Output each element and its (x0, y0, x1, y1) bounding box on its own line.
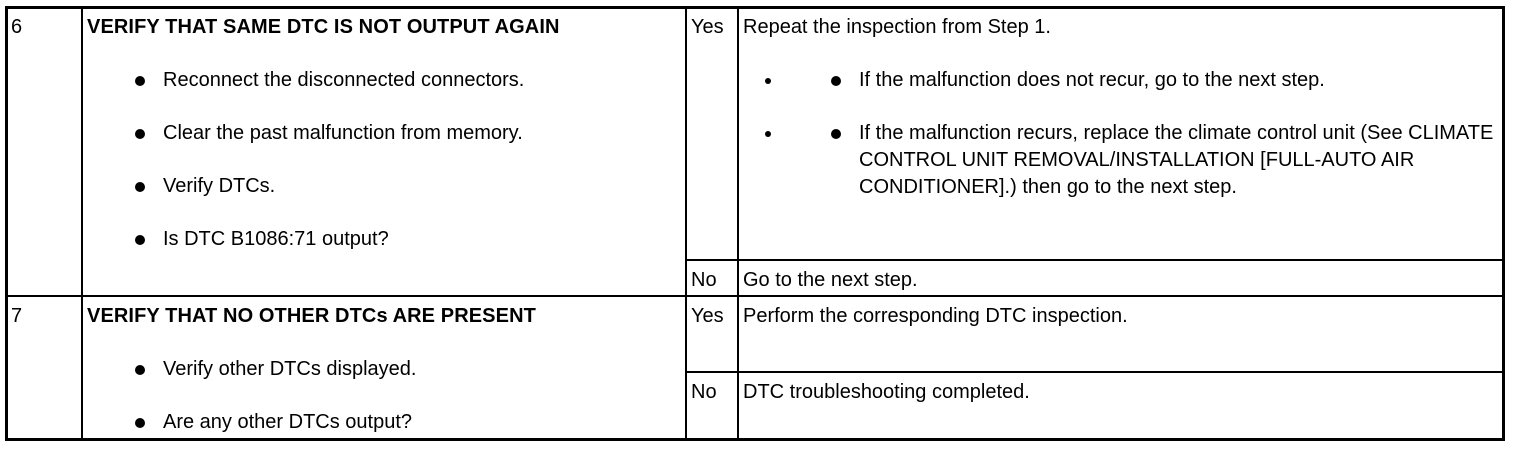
list-item: Verify DTCs. (87, 173, 681, 200)
step-number: 6 (6, 7, 82, 296)
action-text: Repeat the inspection from Step 1. (743, 16, 1051, 38)
answer-action: Go to the next step. (738, 260, 1504, 296)
answer-label: No (686, 372, 738, 440)
answer-label: No (686, 260, 738, 296)
answer-label: Yes (686, 296, 738, 372)
list-item: Are any other DTCs output? (87, 409, 681, 436)
step-title: VERIFY THAT SAME DTC IS NOT OUTPUT AGAIN (87, 16, 560, 38)
list-item: • If the malfunction does not recur, go to the next step. (783, 67, 1499, 94)
list-item: Verify other DTCs displayed. (87, 356, 681, 383)
answer-action: Perform the corresponding DTC inspection. (738, 296, 1504, 372)
answer-label: Yes (686, 7, 738, 260)
list-item: Is DTC B1086:71 output? (87, 226, 681, 253)
list-item: Reconnect the disconnected connectors. (87, 67, 681, 94)
step-title: VERIFY THAT NO OTHER DTCs ARE PRESENT (87, 305, 536, 327)
list-item: Clear the past malfunction from memory. (87, 120, 681, 147)
list-item: • If the malfunction recurs, replace the climate control unit (See CLIMATE CONTROL UNIT REMOVAL/INSTALLATION [FULL-AUTO AIR CONDITIONER].) then go to the next step. (783, 120, 1499, 201)
table-outer-border (5, 6, 1505, 441)
answer-action: DTC troubleshooting completed. (738, 372, 1504, 440)
step-number: 7 (6, 296, 82, 440)
